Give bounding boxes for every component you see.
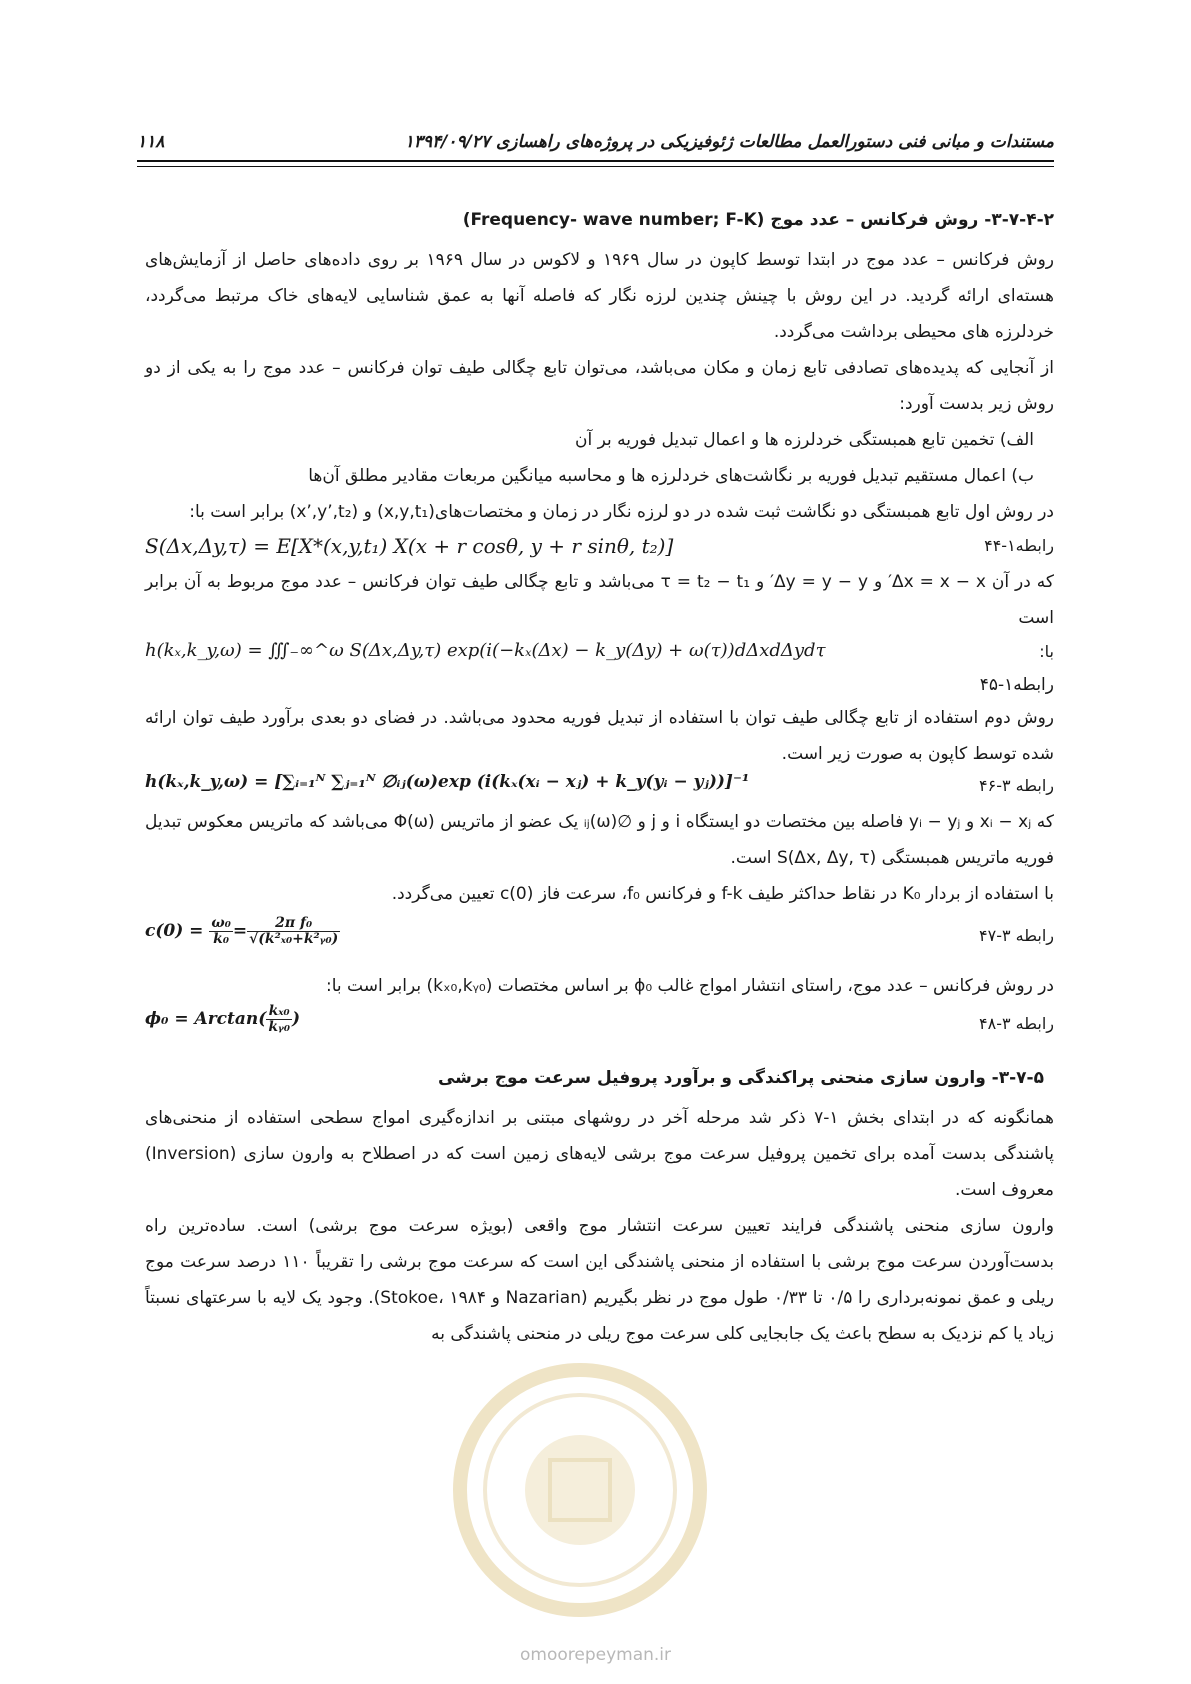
denominator: k₀ — [213, 931, 230, 947]
equation-47-lhs: c(0) = — [145, 921, 204, 941]
equation-45-with: با: — [1039, 642, 1054, 661]
equation-45-label: رابطه۱-۴۵ — [979, 675, 1054, 695]
equation-44-label: رابطه۱-۴۴ — [984, 536, 1054, 555]
denominator: kᵧ₀ — [268, 1019, 290, 1035]
paragraph: در روش فرکانس – عدد موج، راستای انتشار امواج غالب ϕ₀ بر اساس مختصات (kₓ₀,kᵧ₀) برابر است با: — [326, 976, 1054, 996]
header-rule-thick — [137, 160, 1054, 162]
fraction — [209, 916, 232, 947]
list-item-a: الف) تخمین تابع همبستگی خردلرزه ها و اعمال تبدیل فوریه بر آن — [574, 430, 1034, 450]
fraction — [247, 916, 340, 947]
equation-48-formula — [145, 1004, 300, 1035]
header-rule-thin — [137, 166, 1054, 167]
running-title: مستندات و مبانی فنی دستورالعمل مطالعات ژئوفیزیکی در پروژه‌های راهسازی ۱۳۹۴/۰۹/۲۷ — [404, 132, 1054, 152]
paragraph: که xᵢ − xⱼ و yᵢ − yⱼ فاصله بین مختصات دو ایستگاه i و j و ∅ᵢⱼ(ω) یک عضو از ماتریس Φ(ω) می‌باشد که ماتریس معکوس تبدیل فوریه ماتریس همبستگی S(Δx, Δy, τ) است. — [145, 812, 1054, 868]
section-heading-inversion: ۳-۷-۵- وارون سازی منحنی پراکندگی و برآورد پروفیل سرعت موج برشی — [437, 1068, 1044, 1088]
running-header — [137, 128, 1054, 156]
paragraph: از آنجایی که پدیده‌های تصادفی تابع زمان و مکان می‌باشد، می‌توان تابع چگالی طیف توان فرکانس – عدد موج را به یکی از دو روش زیر بدست آورد: — [145, 358, 1054, 414]
denominator: √(k²ₓ₀+k²ᵧ₀) — [249, 931, 339, 947]
paragraph: که در آن Δx = x − x′ و Δy = y − y′ و τ = t₂ − t₁ می‌باشد و تابع چگالی طیف توان فرکانس – عدد موج مربوط به آن برابر است — [145, 572, 1054, 628]
equation-45-formula: h(kₓ,k_y,ω) = ∭₋∞^ω S(Δx,Δy,τ) exp(i(−kₓ(Δx) − k_y(Δy) + ω(τ))dΔxdΔydτ — [145, 640, 826, 661]
equation-48-label: رابطه ۳-۴۸ — [979, 1014, 1054, 1033]
paragraph: روش فرکانس – عدد موج در ابتدا توسط کاپون در سال ۱۹۶۹ و لاکوس در سال ۱۹۶۹ بر روی داده‌های حاصل از آزمایش‌های هسته‌ای ارائه گردید. در این روش با چینش چندین لرزه نگار که فاصله آنها به عمق شناسایی لایه‌های خاک مرتبط می‌گردد، خردلرزه های محیطی برداشت می‌گردد. — [145, 250, 1054, 342]
watermark-seal-icon — [430, 1340, 730, 1640]
page-number: ۱۱۸ — [137, 132, 165, 152]
equation-46 — [145, 772, 1054, 804]
numerator: ω₀ — [211, 915, 231, 931]
equation-48-lhs: ϕ₀ = Arctan( — [145, 1009, 267, 1029]
numerator: kₓ₀ — [266, 1004, 292, 1020]
paragraph: وارون سازی منحنی پاشندگی فرایند تعیین سرعت انتشار موج واقعی (بویژه سرعت موج برشی) است. ساده‌ترین راه بدست‌آوردن سرعت موج برشی با استفاده از منحنی پاشندگی این است که سرعت موج برشی را تقریباً ۱۱۰ درصد سرعت موج ریلی و عمق نمونه‌برداری را ۰/۵ تا ۰/۳۳ طول موج در نظر بگیریم (Nazarian و Stokoe، ۱۹۸۴). وجود یک لایه با سرعتهای نسبتاً زیاد یا کم نزدیک به سطح باعث یک جابجایی کلی سرعت موج ریلی در منحنی پاشندگی به — [145, 1216, 1055, 1344]
main-content — [145, 210, 1054, 1352]
fraction — [266, 1004, 292, 1035]
equation-47-formula: c(0) = $\frac{\text{ω₀}}{\text{k₀}}$ = $\frac{\text{2π f₀}}{\text{√(k²ₓ₀+k²ᵧ₀)}}$ — [145, 915, 339, 947]
equation-47 — [145, 912, 1054, 962]
equation-48 — [145, 1004, 1054, 1048]
paragraph: با استفاده از بردار K₀ در نقاط حداکثر طیف f-k و فرکانس f₀، سرعت فاز c(0) تعیین می‌گردد. — [391, 884, 1054, 904]
paragraph: همانگونه که در ابتدای بخش ۱-۷ ذکر شد مرحله آخر در روشهای مبتنی بر اندازه‌گیری امواج سطحی استفاده از منحنی‌های پاشندگی بدست آمده برای تخمین پروفیل سرعت موج برشی لایه‌های زمین است که در اصطلاح به وارون سازی (Inversion) معروف است. — [145, 1108, 1054, 1200]
paragraph: در روش اول تابع همبستگی دو نگاشت ثبت شده در دو لرزه نگار در زمان و مختصات‌های(x,y,t₁) و (x’,y’,t₂) برابر است با: — [189, 502, 1054, 522]
equation-44-formula: S(Δx,Δy,τ) = E[X*(x,y,t₁) X(x + r cosθ, y + r sinθ, t₂)] — [145, 534, 674, 558]
equation-48-rhs: ) — [291, 1009, 301, 1029]
numerator: 2π f₀ — [247, 916, 340, 932]
section-heading-fk-text: ۳-۷-۴-۲- روش فرکانس – عدد موج — [770, 210, 1054, 230]
equation-44 — [145, 530, 1054, 564]
equation-46-formula: h(kₓ,k_y,ω) = [∑ᵢ₌₁ᴺ ∑ⱼ₌₁ᴺ ∅ᵢⱼ(ω)exp (i(kₓ(xᵢ − xⱼ) + k_y(yᵢ − yⱼ))]⁻¹ — [145, 772, 750, 792]
footer-website: omoorepeyman.ir — [519, 1645, 672, 1665]
equation-46-label: رابطه ۳-۴۶ — [979, 776, 1054, 795]
section-heading-fk — [145, 210, 1054, 230]
list-item-b: ب) اعمال مستقیم تبدیل فوریه بر نگاشت‌های خردلرزه ها و محاسبه میانگین مربعات مقادیر مطلق آن‌ها — [308, 466, 1034, 486]
equation-47-label: رابطه ۳-۴۷ — [979, 926, 1054, 945]
equation-45 — [145, 636, 1054, 670]
section-heading-fk-en: (Frequency- wave number; F-K) — [462, 210, 765, 230]
paragraph: روش دوم استفاده از تابع چگالی طیف توان با استفاده از تبدیل فوریه محدود می‌باشد. در فضای دو بعدی برآورد طیف توان ارائه شده توسط کاپون به صورت زیر است. — [145, 708, 1054, 764]
